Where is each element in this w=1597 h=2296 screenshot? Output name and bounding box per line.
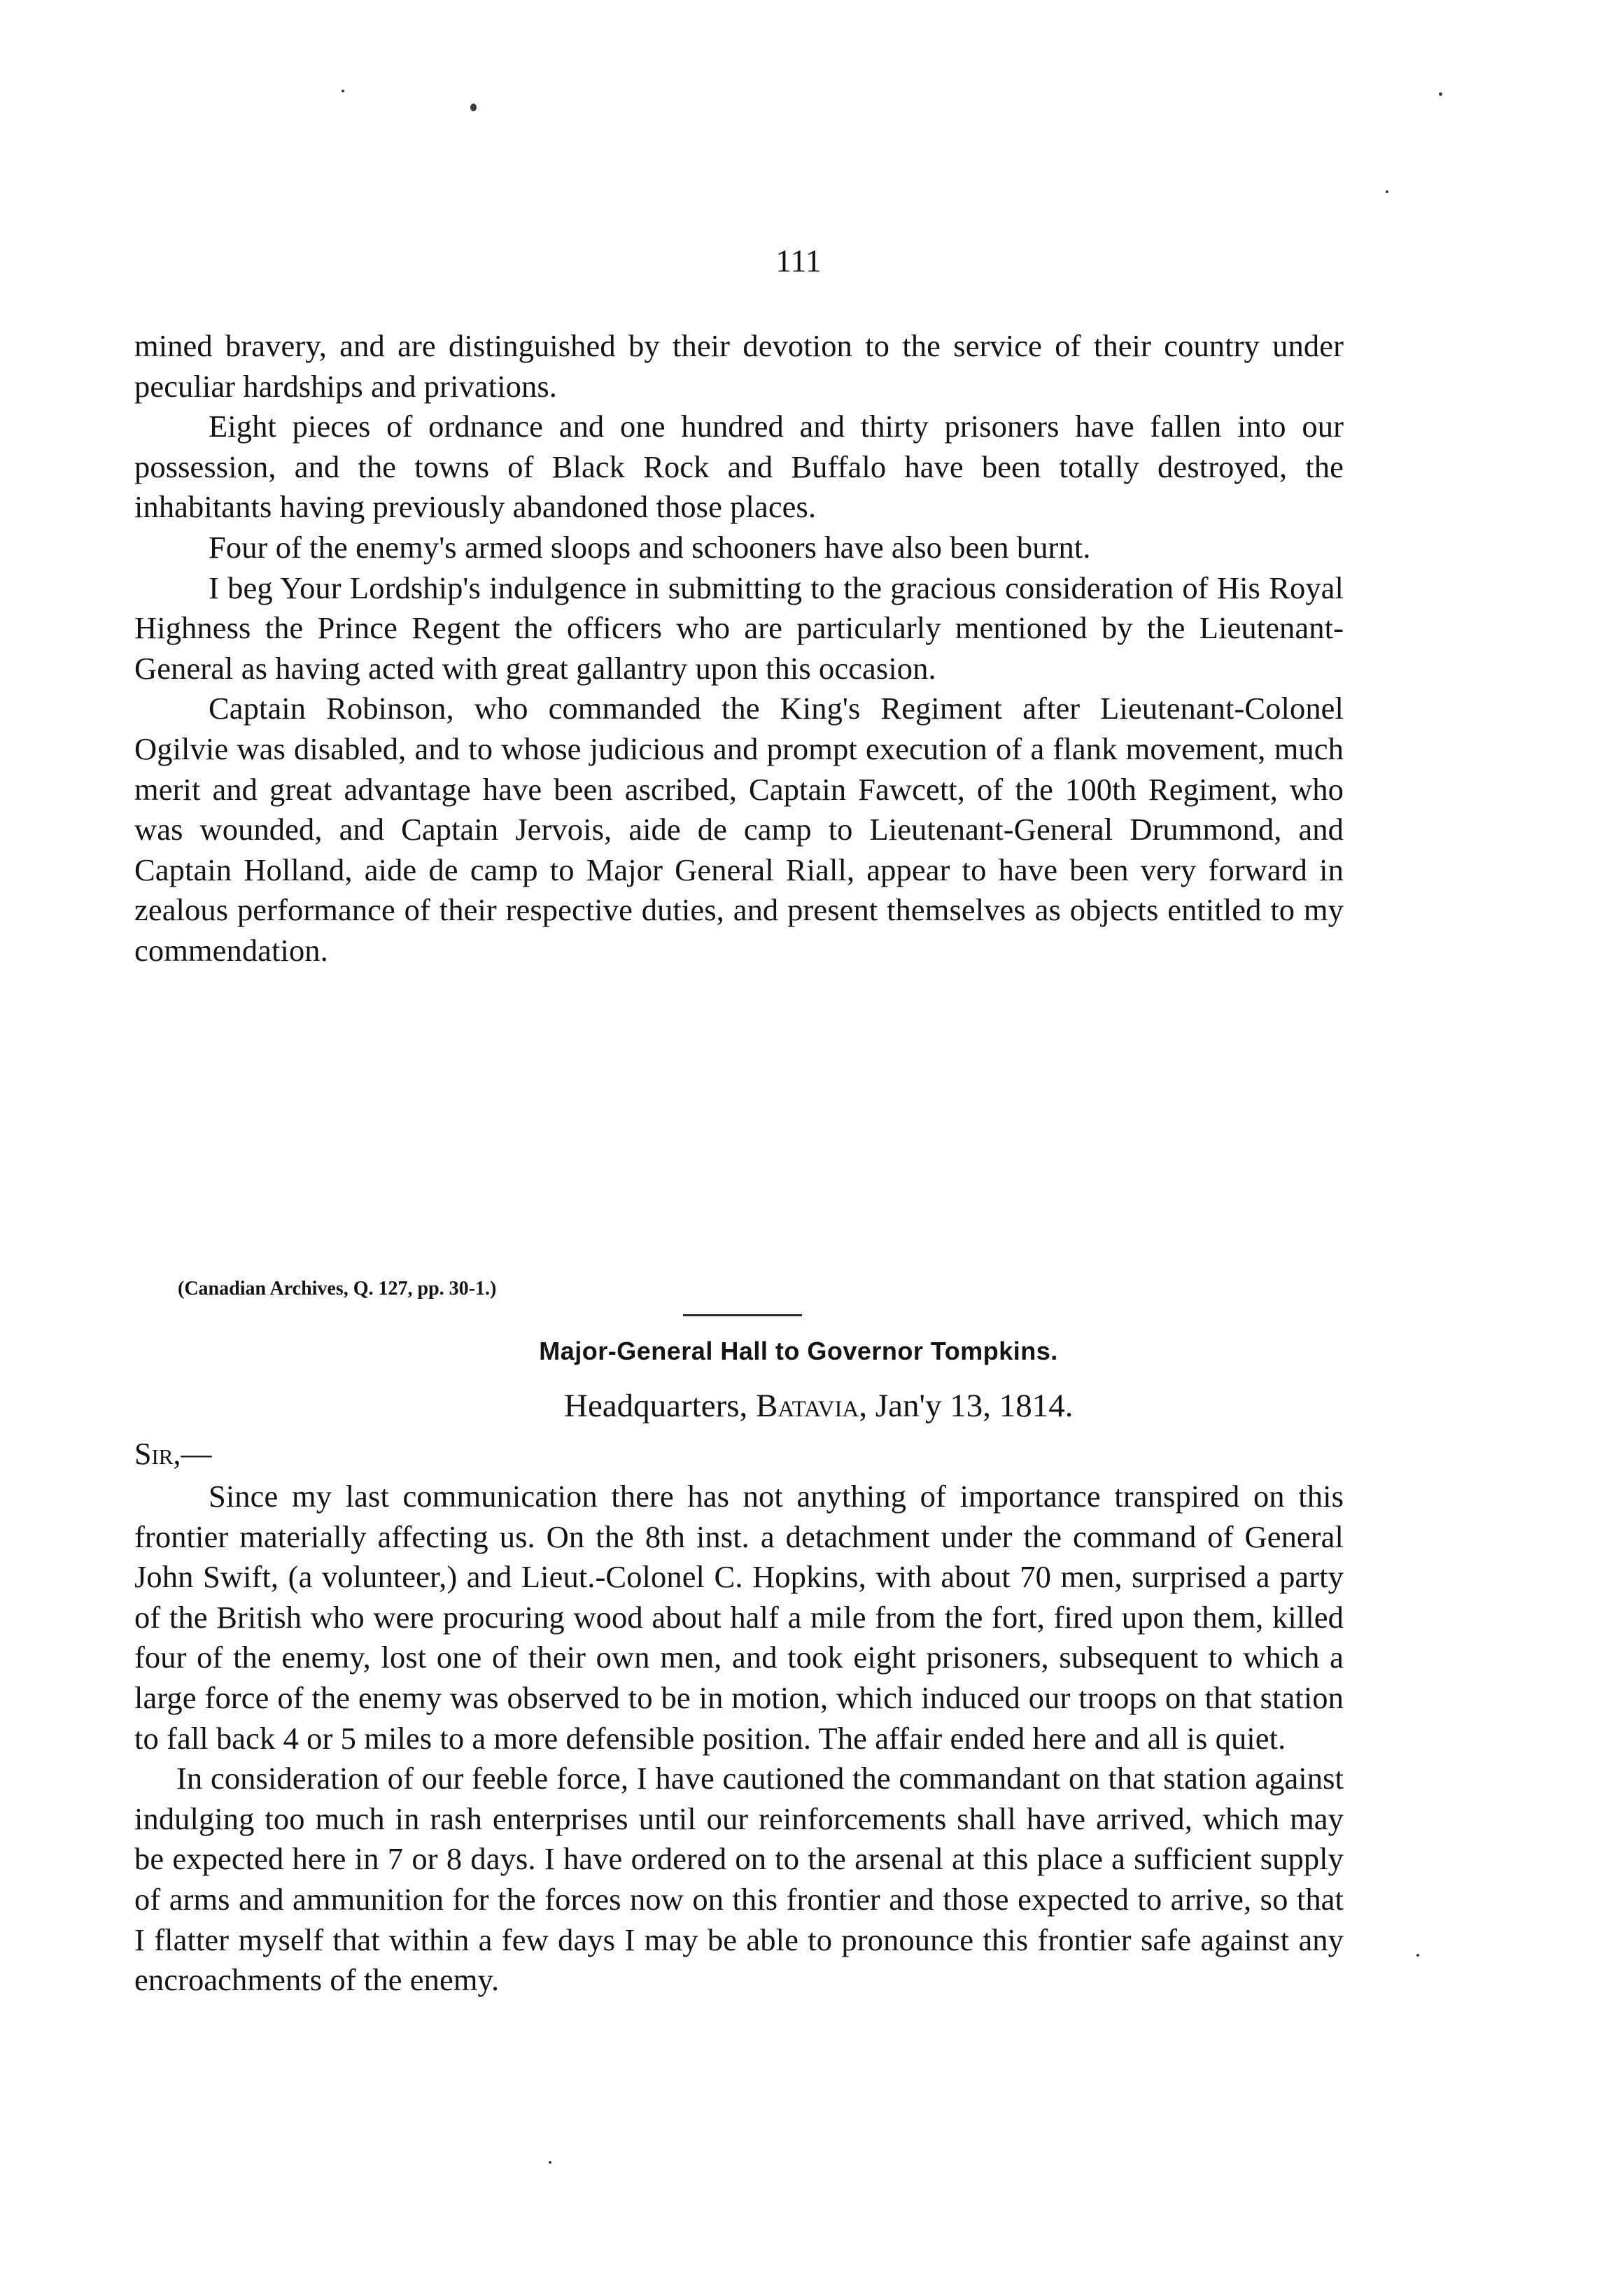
report-paragraph: Eight pieces of ordnance and one hundred and thirty prisoners have fallen into our possession, and the towns of Black Rock and Buffalo have been totally destroyed, the inhabitants having previously abandoned those places. — [134, 409, 1344, 525]
letter-dateline — [564, 1390, 1073, 1423]
dateline-date: Jan'y 13, 1814. — [875, 1388, 1074, 1424]
scan-speck — [1386, 190, 1388, 193]
section-divider — [683, 1314, 802, 1316]
letter-paragraph: In consideration of our feeble force, I have cautioned the commandant on that station against indulging too much in rash enterprises until our reinforcements shall have arrived, which may be expected here in 7 or 8 days. I have ordered on to the arsenal at this place a sufficient supply of arms and ammunition for the forces now on this frontier and those expected to arrive, so that I flatter myself that within a few days I may be able to pronounce this frontier safe against any encroachments of the enemy. — [134, 1761, 1344, 1998]
scan-speck — [549, 2161, 551, 2164]
letter-body — [134, 1477, 1344, 2001]
archive-citation: (Canadian Archives, Q. 127, pp. 30-1.) — [178, 1278, 497, 1300]
dateline-prefix: Headquarters, — [564, 1388, 748, 1424]
scan-speck — [470, 104, 477, 111]
letter-heading: Major-General Hall to Governor Tompkins. — [539, 1337, 1058, 1365]
report-paragraph: Four of the enemy's armed sloops and schooners have also been burnt. — [209, 529, 1091, 565]
report-paragraph: I beg Your Lordship's indulgence in submitting to the gracious consideration of His Royal Highness the Prince Regent the officers who are particularly mentioned by the Lieutenant-General as having acted with great gallantry upon this occasion. — [134, 570, 1344, 686]
letter-paragraph: Since my last communication there has not anything of importance transpired on this frontier materially affecting us. On the 8th inst. a detachment under the command of General John Swift, (a volunteer,) and Lieut.-Colonel C. Hopkins, with about 70 men, surprised a party of the British who were procuring wood about half a mile from the fort, fired upon them, killed four of the enemy, lost one of their own men, and took eight prisoners, subsequent to which a large force of the enemy was observed to be in motion, which induced our troops on that station to fall back 4 or 5 miles to a more defensible position. The affair ended here and all is quiet. — [134, 1479, 1344, 1756]
scan-speck — [1416, 1954, 1419, 1957]
scan-speck — [1439, 92, 1442, 96]
dateline-place: Batavia, — [756, 1388, 868, 1424]
report-block — [134, 326, 1344, 971]
page-number: 111 — [775, 243, 822, 279]
letter-salutation: Sir,— — [134, 1437, 212, 1471]
report-paragraph: mined bravery, and are distinguished by their devotion to the service of their country under peculiar hardships and privations. — [134, 328, 1344, 404]
report-paragraph: Captain Robinson, who commanded the King's Regiment after Lieutenant-Colonel Ogilvie was disabled, and to whose judicious and prompt execution of a flank movement, much merit and great advantage have been ascribed, Captain Fawcett, of the 100th Regiment, who was wounded, and Captain Jervois, aide de camp to Lieutenant-General Drummond, and Captain Holland, aide de camp to Major General Riall, appear to have been very forward in zealous performance of their respective duties, and present themselves as objects entitled to my commendation. — [134, 691, 1344, 968]
scan-speck — [342, 90, 344, 92]
